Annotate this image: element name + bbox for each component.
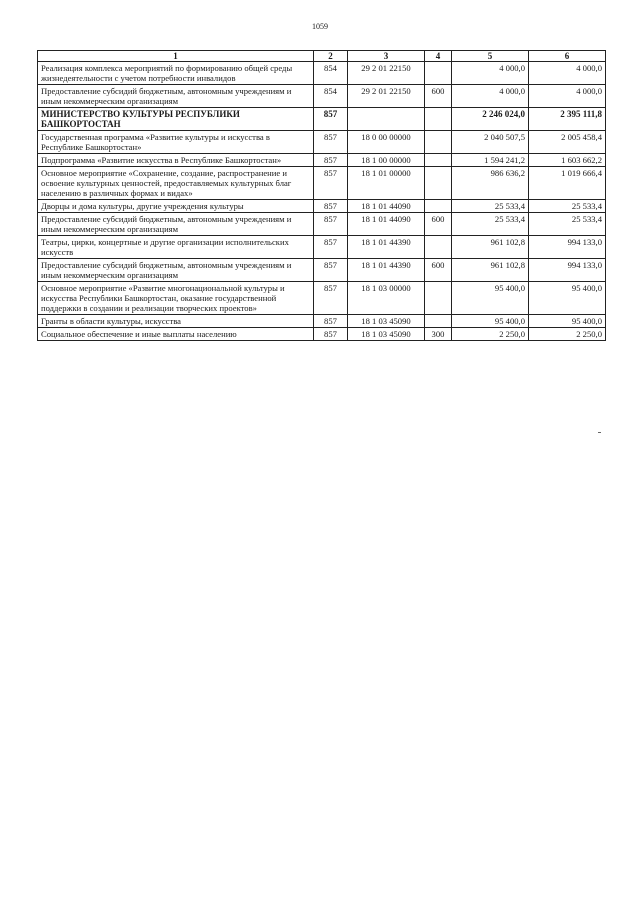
amount-col5-cell: 95 400,0 [452,282,529,315]
amount-col5-cell: 25 533,4 [452,200,529,213]
amount-col5-cell: 986 636,2 [452,167,529,200]
expense-type-cell [425,282,452,315]
amount-col6-cell: 1 603 662,2 [529,154,606,167]
amount-col5-cell: 95 400,0 [452,315,529,328]
expense-type-cell [425,236,452,259]
column-header: 1 [38,51,314,62]
target-code-cell: 18 1 03 45090 [348,315,425,328]
table-header-row [38,51,606,62]
column-header: 6 [529,51,606,62]
ministry-code-cell: 857 [314,236,348,259]
row-name-cell: Социальное обеспечение и иные выплаты населению [38,328,314,341]
column-header: 5 [452,51,529,62]
expense-type-cell: 600 [425,213,452,236]
row-name-cell: Основное мероприятие «Развитие многонациональной культуры и искусства Республики Башкортостан, оказание государственной поддержки в создании и реализации творческих проектов» [38,282,314,315]
table-row [38,85,606,108]
target-code-cell: 18 1 01 44090 [348,213,425,236]
expense-type-cell [425,200,452,213]
ministry-code-cell: 857 [314,108,348,131]
row-name-cell: Предоставление субсидий бюджетным, автономным учреждениям и иным некоммерческим организациям [38,85,314,108]
target-code-cell: 18 1 00 00000 [348,154,425,167]
amount-col5-cell: 4 000,0 [452,62,529,85]
ministry-code-cell: 857 [314,131,348,154]
amount-col6-cell: 25 533,4 [529,200,606,213]
table-row [38,62,606,85]
ministry-code-cell: 857 [314,213,348,236]
target-code-cell: 18 1 01 00000 [348,167,425,200]
table-row [38,236,606,259]
table-row [38,315,606,328]
row-name-cell: МИНИСТЕРСТВО КУЛЬТУРЫ РЕСПУБЛИКИ БАШКОРТОСТАН [38,108,314,131]
expense-type-cell: 300 [425,328,452,341]
table-row [38,154,606,167]
budget-table [37,50,606,341]
row-name-cell: Гранты в области культуры, искусства [38,315,314,328]
ministry-code-cell: 857 [314,154,348,167]
amount-col6-cell: 95 400,0 [529,282,606,315]
amount-col6-cell: 994 133,0 [529,259,606,282]
amount-col6-cell: 1 019 666,4 [529,167,606,200]
expense-type-cell: 600 [425,85,452,108]
amount-col6-cell: 994 133,0 [529,236,606,259]
target-code-cell: 18 1 01 44090 [348,200,425,213]
ministry-code-cell: 854 [314,62,348,85]
amount-col6-cell: 4 000,0 [529,62,606,85]
amount-col5-cell: 1 594 241,2 [452,154,529,167]
amount-col5-cell: 961 102,8 [452,259,529,282]
expense-type-cell [425,62,452,85]
table-row [38,108,606,131]
expense-type-cell [425,154,452,167]
ministry-code-cell: 857 [314,200,348,213]
amount-col6-cell: 95 400,0 [529,315,606,328]
expense-type-cell [425,108,452,131]
ministry-code-cell: 857 [314,315,348,328]
expense-type-cell: 600 [425,259,452,282]
row-name-cell: Дворцы и дома культуры, другие учреждения культуры [38,200,314,213]
table-row [38,259,606,282]
expense-type-cell [425,167,452,200]
target-code-cell: 18 1 01 44390 [348,236,425,259]
row-name-cell: Подпрограмма «Развитие искусства в Республике Башкортостан» [38,154,314,167]
amount-col5-cell: 2 246 024,0 [452,108,529,131]
amount-col5-cell: 2 250,0 [452,328,529,341]
column-header: 2 [314,51,348,62]
amount-col6-cell: 2 250,0 [529,328,606,341]
expense-type-cell [425,131,452,154]
row-name-cell: Предоставление субсидий бюджетным, автономным учреждениям и иным некоммерческим организациям [38,259,314,282]
target-code-cell [348,108,425,131]
target-code-cell: 18 0 00 00000 [348,131,425,154]
target-code-cell: 18 1 01 44390 [348,259,425,282]
expense-type-cell [425,315,452,328]
target-code-cell: 29 2 01 22150 [348,62,425,85]
ministry-code-cell: 857 [314,282,348,315]
table-row [38,213,606,236]
row-name-cell: Предоставление субсидий бюджетным, автономным учреждениям и иным некоммерческим организациям [38,213,314,236]
amount-col6-cell: 25 533,4 [529,213,606,236]
row-name-cell: Театры, цирки, концертные и другие организации исполнительских искусств [38,236,314,259]
amount-col5-cell: 25 533,4 [452,213,529,236]
ministry-code-cell: 857 [314,259,348,282]
column-header: 4 [425,51,452,62]
target-code-cell: 18 1 03 45090 [348,328,425,341]
table-row [38,131,606,154]
amount-col5-cell: 2 040 507,5 [452,131,529,154]
target-code-cell: 18 1 03 00000 [348,282,425,315]
table-row [38,200,606,213]
table-row [38,328,606,341]
ministry-code-cell: 857 [314,167,348,200]
amount-col5-cell: 961 102,8 [452,236,529,259]
scan-mark [598,432,601,433]
ministry-code-cell: 854 [314,85,348,108]
row-name-cell: Реализация комплекса мероприятий по формированию общей среды жизнедеятельности с учетом потребности инвалидов [38,62,314,85]
amount-col5-cell: 4 000,0 [452,85,529,108]
amount-col6-cell: 2 395 111,8 [529,108,606,131]
row-name-cell: Государственная программа «Развитие культуры и искусства в Республике Башкортостан» [38,131,314,154]
ministry-code-cell: 857 [314,328,348,341]
row-name-cell: Основное мероприятие «Сохранение, создание, распространение и освоение культурных ценностей, предоставляемых культурных благ населению в различных формах и видах» [38,167,314,200]
page-number: 1059 [312,22,328,31]
table-row [38,282,606,315]
target-code-cell: 29 2 01 22150 [348,85,425,108]
amount-col6-cell: 2 005 458,4 [529,131,606,154]
table-row [38,167,606,200]
column-header: 3 [348,51,425,62]
amount-col6-cell: 4 000,0 [529,85,606,108]
